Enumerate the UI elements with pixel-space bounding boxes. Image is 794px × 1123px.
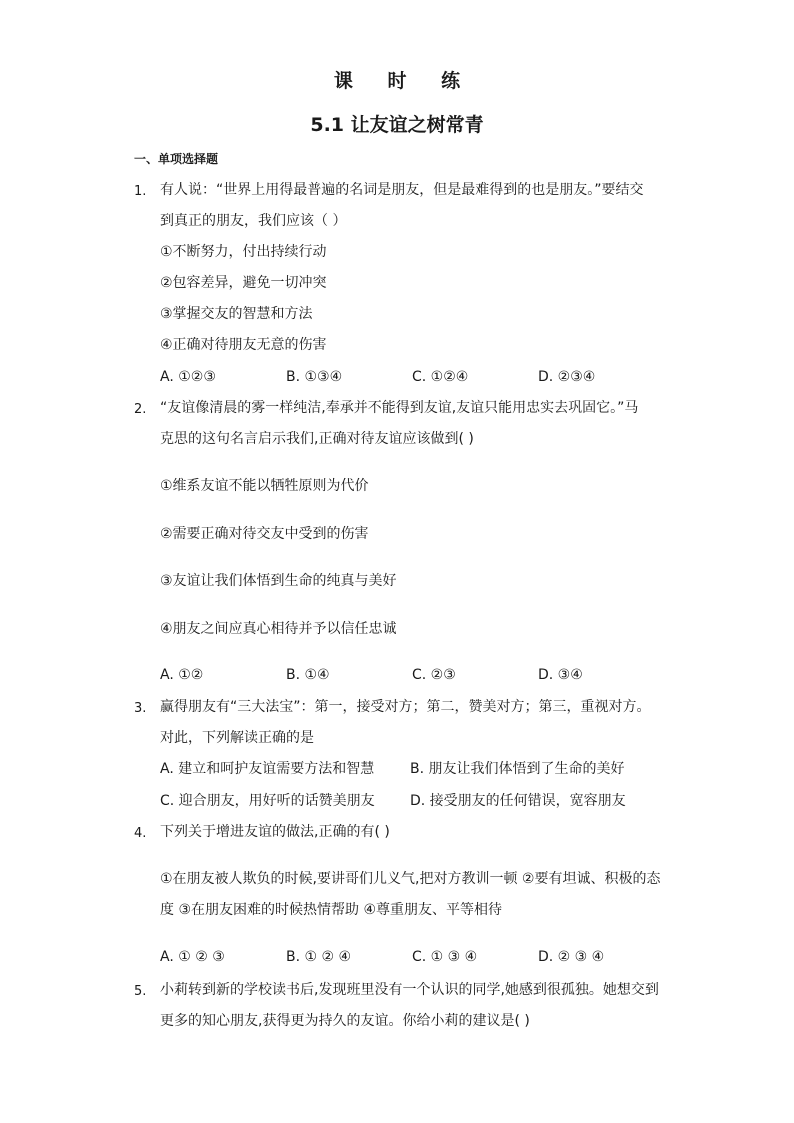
answer-choice-b: B. ①④ bbox=[286, 667, 330, 683]
question-stem-line: 赢得朋友有“三大法宝”：第一，接受对方；第二，赞美对方；第三，重视对方。 bbox=[160, 699, 651, 715]
statement-item: ①在朋友被人欺负的时候,要讲哥们儿义气,把对方教训一顿 ②要有坦诚、积极的态 bbox=[160, 871, 661, 887]
question-number: 1. bbox=[134, 184, 147, 199]
answer-choice-b: B. ①③④ bbox=[286, 369, 343, 385]
statement-item: ③友谊让我们体悟到生命的纯真与美好 bbox=[160, 573, 397, 589]
answer-choice-b: B. 朋友让我们体悟到了生命的美好 bbox=[410, 761, 625, 777]
answer-choice-c: C. ②③ bbox=[412, 667, 456, 683]
question-number: 5. bbox=[134, 984, 147, 999]
statement-item: ④正确对待朋友无意的伤害 bbox=[160, 337, 327, 353]
statement-item: ②包容差异，避免一切冲突 bbox=[160, 275, 327, 291]
answer-choice-a: A. ①② bbox=[160, 667, 204, 683]
answer-choice-d: D. ②③④ bbox=[538, 369, 596, 385]
statement-item: ①不断努力，付出持续行动 bbox=[160, 244, 327, 260]
page-title: 课 时 练 bbox=[333, 70, 475, 92]
question-number: 4. bbox=[134, 826, 147, 841]
statement-item: ③掌握交友的智慧和方法 bbox=[160, 306, 313, 322]
answer-choice-a: A. ①②③ bbox=[160, 369, 216, 385]
answer-choice-c: C. ① ③ ④ bbox=[412, 949, 478, 965]
answer-choice-a: A. 建立和呵护友谊需要方法和智慧 bbox=[160, 761, 375, 777]
statement-item: ④朋友之间应真心相待并予以信任忠诚 bbox=[160, 621, 397, 637]
question-stem-line: “友谊像清晨的雾一样纯洁,奉承并不能得到友谊,友谊只能用忠实去巩固它。”马 bbox=[160, 400, 639, 416]
question-stem-line: 对此，下列解读正确的是 bbox=[160, 730, 314, 746]
statement-item: 度 ③在朋友困难的时候热情帮助 ④尊重朋友、平等相待 bbox=[160, 902, 503, 918]
statement-item: ②需要正确对待交友中受到的伤害 bbox=[160, 526, 369, 542]
question-stem-line: 克思的这句名言启示我们,正确对待友谊应该做到( ) bbox=[160, 431, 474, 447]
statement-item: ①维系友谊不能以牺牲原则为代价 bbox=[160, 478, 369, 494]
answer-choice-c: C. ①②④ bbox=[412, 369, 469, 385]
answer-choice-b: B. ① ② ④ bbox=[286, 949, 352, 965]
question-stem-line: 下列关于增进友谊的做法,正确的有( ) bbox=[160, 824, 390, 840]
question-number: 2. bbox=[134, 402, 147, 417]
question-stem-line: 有人说：“世界上用得最普遍的名词是朋友，但是最难得到的也是朋友。”要结交 bbox=[160, 182, 644, 198]
question-number: 3. bbox=[134, 701, 147, 716]
answer-choice-d: D. 接受朋友的任何错误，宽容朋友 bbox=[410, 793, 626, 809]
answer-choice-c: C. 迎合朋友，用好听的话赞美朋友 bbox=[160, 793, 375, 809]
answer-choice-a: A. ① ② ③ bbox=[160, 949, 225, 965]
question-stem-line: 更多的知心朋友,获得更为持久的友谊。你给小莉的建议是( ) bbox=[160, 1013, 530, 1029]
section-heading: 一、单项选择题 bbox=[134, 152, 219, 166]
answer-choice-d: D. ③④ bbox=[538, 667, 583, 683]
lesson-title: 5.1 让友谊之树常青 bbox=[310, 114, 484, 136]
answer-choice-d: D. ② ③ ④ bbox=[538, 949, 605, 965]
question-stem-line: 小莉转到新的学校读书后,发现班里没有一个认识的同学,她感到很孤独。她想交到 bbox=[160, 982, 659, 998]
question-stem-line: 到真正的朋友，我们应该（ ） bbox=[160, 213, 347, 229]
